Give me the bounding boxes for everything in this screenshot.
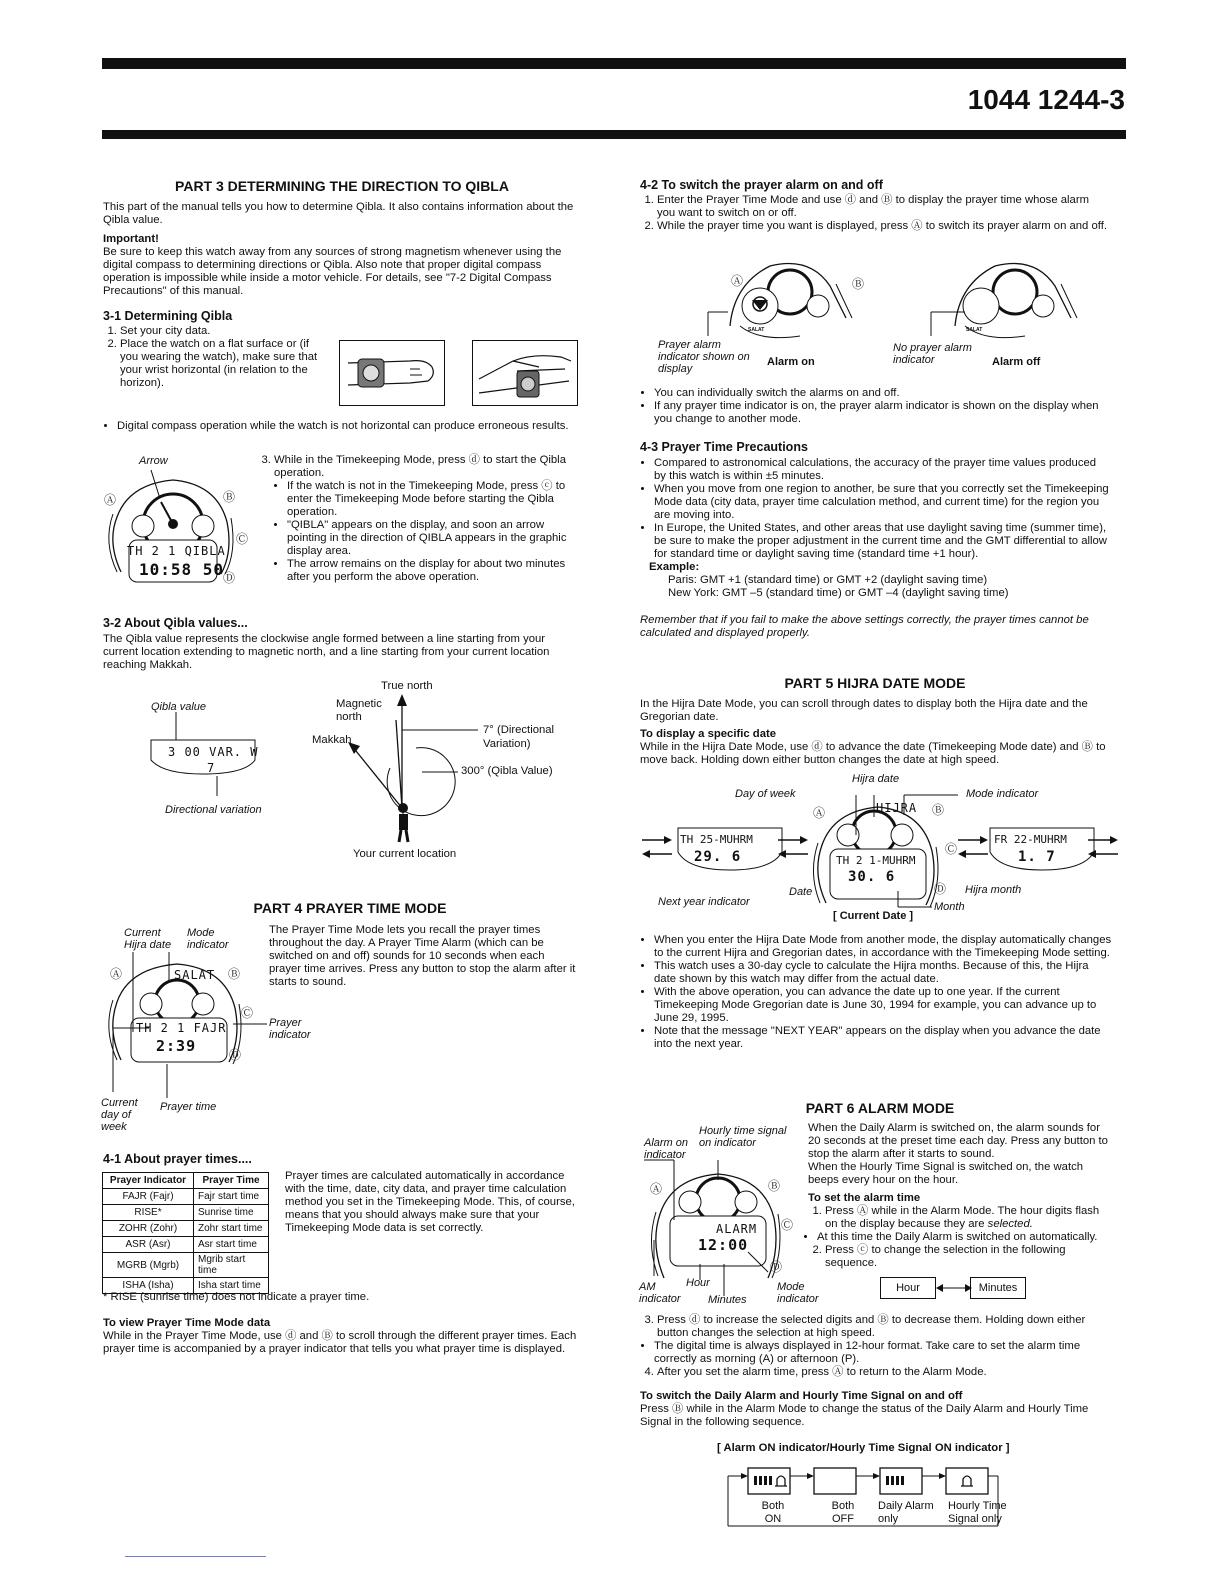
state-both-off: Both OFF	[831, 1500, 855, 1525]
important-text: Be sure to keep this watch away from any sources of strong magnetism whenever using the digital compass to determining directions or Qibla. Also note that proper digital compass operation is impossible while inside a motor vehicle. For details, see "7-2 Digital Compass Precautions" of this manual.	[103, 246, 562, 297]
table-row	[103, 1189, 269, 1205]
s31-title: 3-1 Determining Qibla	[103, 309, 233, 323]
hijra-mode-indicator-label: Mode indicator	[966, 788, 1039, 800]
hijra-arrows	[640, 832, 1120, 862]
seq-title: [ Alarm ON indicator/Hourly Time Signal ON indicator ]	[717, 1442, 1010, 1454]
p4-button-d[interactable]: Ⓓ	[229, 1048, 242, 1062]
p4-button-b[interactable]: Ⓑ	[228, 967, 241, 981]
prayer-lcd-line1: TH 2 1 FAJR	[136, 1021, 227, 1035]
hijra-left-lcd1: TH 25-MUHRM	[680, 833, 753, 846]
s31-step2: 2. Place the watch on a flat surface or (if you wearing the watch), make sure that your wrist horizontal (in relation to the horizon).	[120, 338, 325, 390]
alarm-lcd-line2: 12:00	[698, 1236, 749, 1254]
part4-intro: The Prayer Time Mode lets you recall the prayer times throughout the day. A Prayer Time Alarm (which can be switched on and off) sounds for 10 seconds when each prayer time arrives. Press any button to stop the alarm after it starts to sound.	[269, 924, 576, 988]
day-of-week-label: Day of week	[735, 788, 796, 800]
minutes-label: Minutes	[708, 1294, 747, 1306]
s41-title: 4-1 About prayer times....	[103, 1152, 252, 1166]
table-cell: Zohr start time	[194, 1221, 269, 1237]
s42-title: 4-2 To switch the prayer alarm on and off	[640, 178, 883, 192]
state-daily-only: Daily Alarm only	[878, 1500, 934, 1525]
p5-b1: • When you enter the Hijra Date Mode from another mode, the display automatically changes to the current Hijra and Gregorian dates, in accordance with the Timekeeping Mode setting.	[654, 934, 1112, 960]
qibla-value-label: Qibla value	[151, 701, 207, 713]
magnetic-north-label: Magnetic north	[336, 698, 382, 723]
table-cell: Fajr start time	[194, 1189, 269, 1205]
qibla-value-value: 300° (Qibla Value)	[461, 765, 553, 777]
s42-section	[640, 179, 1110, 233]
s41-title-block	[103, 1153, 252, 1166]
hijra-button-d[interactable]: Ⓓ	[934, 882, 947, 896]
button-c[interactable]: Ⓒ	[236, 532, 249, 546]
s42-step1: 1. Enter the Prayer Time Mode and use ⓓ and Ⓑ to display the prayer time whose alarm you want to switch on or off.	[657, 194, 1110, 220]
hijra-button-a[interactable]: Ⓐ	[813, 806, 826, 820]
s43-b3: • In Europe, the United States, and other areas that use daylight saving time (summer time), be sure to make the proper adjustment in the current time and the GMT differential to allow for standard time or daylight saving time (standard time +1 hour).	[654, 522, 1110, 561]
table-row	[103, 1205, 269, 1221]
part3-intro: This part of the manual tells you how to determine Qibla. It also contains information about the Qibla value.	[103, 201, 574, 226]
makkah-label: Makkah	[312, 734, 352, 746]
example-ny: New York: GMT –5 (standard time) or GMT –4 (daylight saving time)	[668, 587, 1009, 599]
table-cell: ASR (Asr)	[103, 1237, 194, 1253]
hourly-signal-label: Hourly time signal on indicator	[699, 1125, 787, 1149]
part5-intro: In the Hijra Date Mode, you can scroll through dates to display both the Hijra date and the Gregorian date.	[640, 698, 1088, 723]
prayer-time-label: Prayer time	[160, 1101, 217, 1113]
s31-bullet-text: • Digital compass operation while the watch is not horizontal can produce erroneous results.	[117, 420, 578, 433]
state-hourly-only: Hourly Time Signal only	[948, 1500, 1007, 1525]
hijra-mode-lcd: HIJRA	[876, 801, 918, 815]
s31-bullet	[103, 420, 578, 433]
p6-step3: 3. Press ⓓ to increase the selected digits and Ⓑ to decrease them. Holding down either button changes the selection at high speed.	[657, 1314, 1112, 1340]
s32-text: The Qibla value represents the clockwise angle formed between a line starting from your current location extending to magnetic north, and a line starting from your current location reaching Makkah.	[103, 633, 550, 671]
state-both-on: Both ON	[761, 1500, 785, 1525]
prayer-table	[102, 1172, 269, 1294]
p6-intro2: When the Hourly Time Signal is switched on, the watch beeps every hour on the hour.	[808, 1161, 1084, 1186]
month-label: Month	[934, 901, 965, 913]
wrist-drawing-1	[340, 341, 444, 405]
table-row	[103, 1237, 269, 1253]
s31-b1: • If the watch is not in the Timekeeping Mode, press ⓒ to enter the Timekeeping Mode before starting the Qibla operation.	[287, 480, 577, 519]
hijra-right-lcd1: FR 22-MUHRM	[994, 833, 1067, 846]
p5-b4: • Note that the message "NEXT YEAR" appears on the display when you advance the date into the next year.	[654, 1025, 1112, 1051]
s42-b1: • You can individually switch the alarms on and off.	[654, 387, 1110, 400]
button-b[interactable]: Ⓑ	[223, 490, 236, 504]
mode-indicator-label: Mode indicator	[187, 927, 229, 951]
table-cell: Mgrib start time	[194, 1253, 269, 1278]
table-cell: Isha start time	[194, 1278, 269, 1294]
s43-title: 4-3 Prayer Time Precautions	[640, 440, 808, 454]
table-cell: MGRB (Mgrb)	[103, 1253, 194, 1278]
p6-step1-text: Press Ⓐ while in the Alarm Mode. The hour digits flash on the display because they are	[825, 1205, 1100, 1230]
date-label: Date	[789, 886, 813, 898]
arrow-label: Arrow	[139, 455, 168, 467]
s31-step1: 1. Set your city data.	[120, 325, 325, 338]
s31-steps	[103, 325, 325, 390]
no-prayer-alarm-label: No prayer alarm indicator	[893, 342, 972, 366]
current-day-of-week-label: Current day of week	[101, 1097, 138, 1133]
alarm-off-salat: SALAT	[966, 327, 983, 333]
part5-title: PART 5 HIJRA DATE MODE	[784, 675, 966, 691]
hour-label: Hour	[686, 1277, 710, 1289]
part5-intro-block	[640, 698, 1112, 767]
part4-title: PART 4 PRAYER TIME MODE	[253, 900, 447, 916]
part6-steps-2	[640, 1314, 1112, 1429]
alarm-on-indicator-label: Alarm on indicator	[644, 1137, 689, 1161]
p5-b3: • With the above operation, you can advance the date up to one year. If the current Timekeeping Mode Gregorian date is June 30, 1994 for example, you can advance up to June 29, 1995.	[654, 986, 1112, 1025]
current-hijra-date-label: Current Hijra date	[124, 927, 172, 951]
wrist-drawing-2	[473, 341, 577, 405]
example-paris: Paris: GMT +1 (standard time) or GMT +2 (daylight saving time)	[668, 574, 988, 586]
s31-b3: • The arrow remains on the display for about two minutes after you perform the above operation.	[287, 558, 577, 584]
current-date-label: [ Current Date ]	[833, 910, 914, 922]
example-label: Example:	[649, 561, 700, 573]
s42-bullets	[640, 387, 1110, 426]
important-label: Important!	[103, 233, 159, 245]
table-cell: Asr start time	[194, 1237, 269, 1253]
switch-title: To switch the Daily Alarm and Hourly Time Signal on and off	[640, 1390, 963, 1402]
directional-variation-value: 7° (Directional Variation)	[483, 724, 555, 750]
p6-intro1: When the Daily Alarm is switched on, the alarm sounds for 20 seconds at the preset time each day. Press any button to stop the alarm after it starts to sound.	[808, 1122, 1108, 1160]
hijra-left-lcd2: 29. 6	[694, 849, 742, 865]
button-d[interactable]: Ⓓ	[223, 571, 236, 585]
alarm-fig-button-b[interactable]: Ⓑ	[852, 277, 865, 291]
alarm-button-a[interactable]: Ⓐ	[650, 1182, 663, 1196]
part6-title: PART 6 ALARM MODE	[805, 1100, 955, 1116]
hijra-mid-lcd1: TH 2 1-MUHRM	[836, 854, 916, 867]
alarm-lcd-line1: ALARM	[716, 1222, 758, 1236]
alarm-off-label: Alarm off	[992, 356, 1041, 368]
top-bar	[102, 58, 1126, 69]
p4-button-a[interactable]: Ⓐ	[110, 967, 123, 981]
part5-bullets	[640, 934, 1112, 1051]
table-row	[103, 1221, 269, 1237]
s43-b1: • Compared to astronomical calculations, the accuracy of the prayer time values produced by this watch is within ±5 minutes.	[654, 457, 1110, 483]
table-cell: ZOHR (Zohr)	[103, 1221, 194, 1237]
p5-b2: • This watch uses a 30-day cycle to calculate the Hijra months. Because of this, the Hijra date shown by this watch may differ from the actual date.	[654, 960, 1112, 986]
seq-hour-label: Hour	[896, 1282, 920, 1294]
table-cell: ISHA (Isha)	[103, 1278, 194, 1294]
alarm-off-figure	[925, 256, 1085, 336]
alarm-fig-button-a[interactable]: Ⓐ	[731, 274, 744, 288]
prayer-lcd-top: SALAT	[174, 968, 216, 982]
button-a[interactable]: Ⓐ	[104, 493, 117, 507]
alarm-on-label: Alarm on	[767, 356, 815, 368]
hijra-button-c[interactable]: Ⓒ	[945, 842, 958, 856]
display-title: To display a specific date	[640, 728, 777, 740]
table-header-row	[103, 1173, 269, 1189]
s42-step2: 2. While the prayer time you want is displayed, press Ⓐ to switch its prayer alarm on and off.	[657, 220, 1110, 233]
qibla-lcd-line1: TH 2 1 QIBLA	[127, 544, 226, 558]
directional-variation-label: Directional variation	[165, 804, 262, 816]
table-header: Prayer Time	[194, 1173, 269, 1189]
s32-section	[103, 617, 578, 672]
alarm-button-d[interactable]: Ⓓ	[770, 1260, 783, 1274]
part3-title: PART 3 DETERMINING THE DIRECTION TO QIBLA	[175, 178, 509, 194]
qibla-lcd-line2: 10:58 50	[139, 560, 225, 579]
table-row	[103, 1253, 269, 1278]
table-cell: FAJR (Fajr)	[103, 1189, 194, 1205]
prayer-indicator-label: Prayer indicator	[269, 1017, 311, 1041]
s41-text: Prayer times are calculated automatically in accordance with the time, date, city data, and prayer time calculation method you set in the Timekeeping Mode. This, of course, means that you should always make sure that your Timekeeping Mode data is set correctly.	[285, 1170, 575, 1234]
p6-step1-bullet: • At this time the Daily Alarm is switched on automatically.	[817, 1231, 1114, 1244]
s43-section	[640, 441, 1110, 640]
set-title: To set the alarm time	[808, 1192, 921, 1204]
header-bar	[102, 130, 1126, 139]
hijra-month-label: Hijra month	[965, 884, 1022, 896]
qibla-value-lcd2: 7	[207, 761, 216, 775]
next-year-indicator-label: Next year indicator	[658, 896, 750, 908]
hijra-mid-lcd2: 30. 6	[848, 869, 896, 885]
wrist-figure-2	[472, 340, 578, 406]
table-cell: RISE*	[103, 1205, 194, 1221]
view-block	[103, 1317, 578, 1356]
display-text: While in the Hijra Date Mode, use ⓓ to advance the date (Timekeeping Mode date) and Ⓑ to move back. Holding down either button changes the date at high speed.	[640, 741, 1106, 766]
hijra-date-label: Hijra date	[852, 773, 900, 785]
your-location-label: Your current location	[353, 848, 457, 860]
table-header: Prayer Indicator	[103, 1173, 194, 1189]
prayer-alarm-shown-label: Prayer alarm indicator shown on display	[658, 339, 750, 375]
prayer-lcd-line2: 2:39	[156, 1037, 197, 1055]
p6-step2: 2. Press ⓒ to change the selection in the following sequence.	[825, 1244, 1114, 1270]
alarm-mode-indicator-label: Mode indicator	[777, 1281, 819, 1305]
s43-b2: • When you move from one region to another, be sure that you correctly set the Timekeeping Mode data (city data, prayer time calculation method, and current time) for the region you are moving into.	[654, 483, 1110, 522]
part6-text	[808, 1122, 1114, 1270]
view-title: To view Prayer Time Mode data	[103, 1317, 271, 1329]
view-text: While in the Prayer Time Mode, use ⓓ and Ⓑ to scroll through the different prayer times. Each prayer time is accompanied by a prayer indicator that tells you what prayer time is displayed.	[103, 1330, 577, 1355]
p6-step3-bullet: • The digital time is always displayed in 12-hour format. Take care to set the alarm time correctly as morning (A) or afternoon (P).	[654, 1340, 1112, 1366]
true-north-label: True north	[381, 680, 433, 692]
p4-button-c[interactable]: Ⓒ	[241, 1006, 254, 1020]
am-indicator-label: AM indicator	[639, 1281, 681, 1305]
document-number: 1044 1244-3	[967, 84, 1125, 115]
hijra-button-b[interactable]: Ⓑ	[932, 803, 945, 817]
s32-title: 3-2 About Qibla values...	[103, 616, 248, 630]
switch-text: Press Ⓑ while in the Alarm Mode to change the status of the Daily Alarm and Hourly Time Signal in the following sequence.	[640, 1403, 1089, 1428]
wrist-figure-1	[339, 340, 445, 406]
table-cell: Sunrise time	[194, 1205, 269, 1221]
p6-step4: 4. After you set the alarm time, press Ⓐ to return to the Alarm Mode.	[657, 1366, 1112, 1379]
alarm-on-salat: SALAT	[748, 327, 765, 333]
alarm-button-c[interactable]: Ⓒ	[781, 1218, 794, 1232]
p6-step1-selected: selected.	[987, 1218, 1033, 1230]
rise-note: * RISE (sunrise time) does not indicate a prayer time.	[103, 1291, 370, 1303]
hijra-right-lcd2: 1. 7	[1018, 849, 1056, 865]
s31-step3: 3. While in the Timekeeping Mode, press ⓓ to start the Qibla operation.	[274, 454, 577, 480]
footer-line	[125, 1556, 266, 1557]
alarm-button-b[interactable]: Ⓑ	[768, 1179, 781, 1193]
seq-minutes-label: Minutes	[978, 1282, 1018, 1294]
remember-note: Remember that if you fail to make the above settings correctly, the prayer times cannot be calculated and displayed properly.	[640, 614, 1089, 639]
s31-b2: • "QIBLA" appears on the display, and soon an arrow pointing in the direction of QIBLA appears in the graphic display area.	[287, 519, 577, 558]
s31-step3-block	[257, 454, 577, 584]
qibla-value-lcd: 3 00 VAR. W	[168, 745, 259, 759]
p6-step1	[825, 1205, 1114, 1231]
s42-b2: • If any prayer time indicator is on, the prayer alarm indicator is shown on the display when you change to another mode.	[654, 400, 1110, 426]
alarm-on-figure	[700, 256, 860, 336]
